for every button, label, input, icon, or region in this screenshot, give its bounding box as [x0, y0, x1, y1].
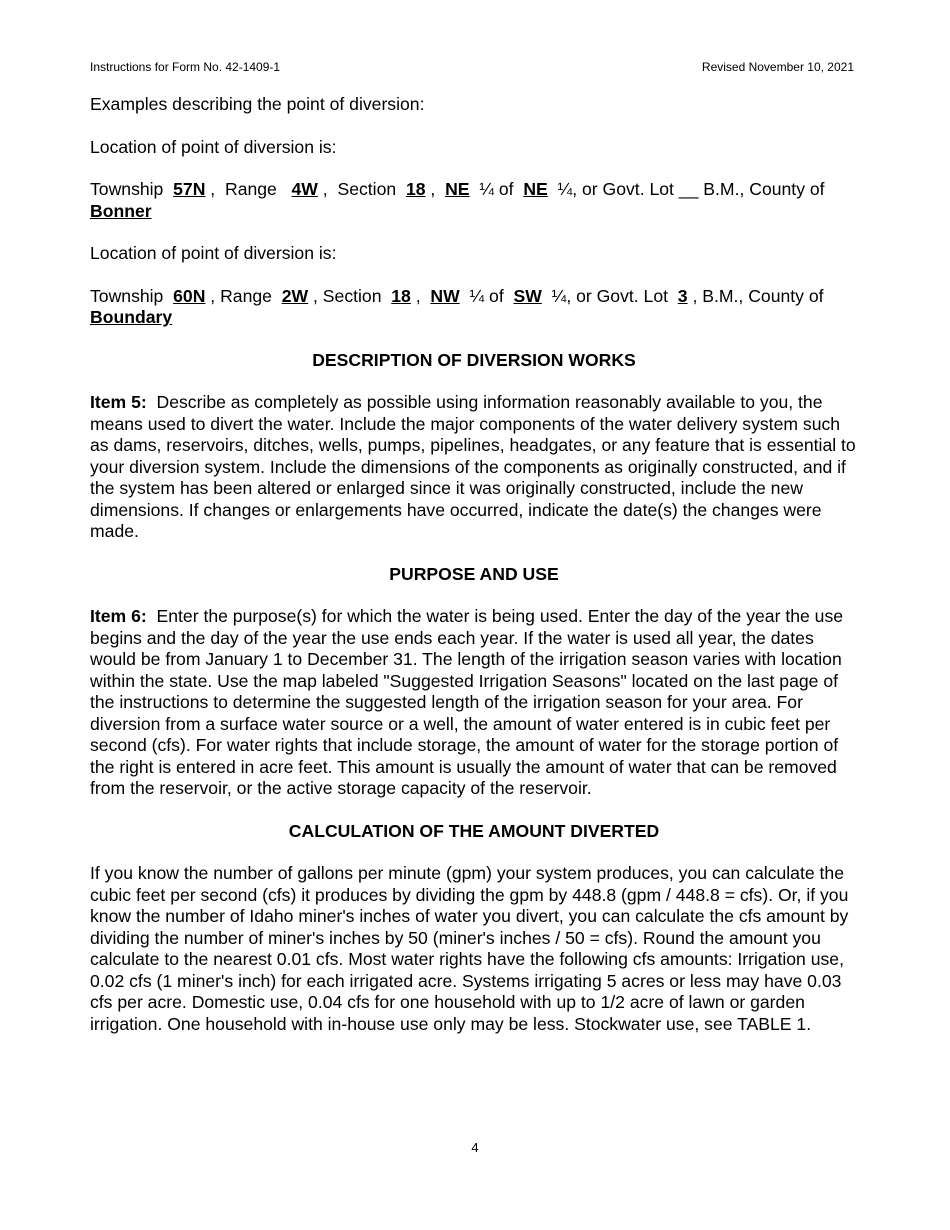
- example2-location: Township 60N , Range 2W , Section 18 , NW ¼ of SW ¼, or Govt. Lot 3 , B.M., County of Boundary: [90, 285, 824, 327]
- range-value: 2W: [281, 285, 309, 306]
- govt-lot-value: __: [678, 179, 699, 199]
- item5-text: Describe as completely as possible using information reasonably available to you, the means used to divert the water. Include the major components of the water delivery system such as dams, reservoirs, ditches, wells, pumps, pipelines, headgates, or any feature that is essential to your diversion system. Include the dimensions of the components as originally constructed, and if the system has been altered or enlarged since it was originally constructed, include the new dimensions. If changes or enlargements have occurred, indicate the date(s) the changes were made.: [90, 392, 856, 541]
- section-value: 18: [391, 285, 411, 306]
- county-value: Bonner: [90, 200, 152, 221]
- quarter-value: NE: [523, 179, 548, 199]
- item6-paragraph: [90, 606, 858, 800]
- example1-intro: Location of point of diversion is:: [90, 136, 337, 157]
- quarter-value: SW: [513, 285, 542, 306]
- govt-lot-text: ¼, or Govt. Lot: [551, 285, 669, 306]
- township-label: Township: [90, 285, 164, 306]
- page-content: [90, 94, 858, 1056]
- township-label: Township: [90, 179, 164, 199]
- range-label: Range: [224, 179, 277, 199]
- calculation-heading: CALCULATION OF THE AMOUNT DIVERTED: [288, 820, 660, 841]
- page-number: 4: [471, 1140, 479, 1155]
- item5-paragraph: [90, 392, 858, 543]
- county-value: Boundary: [90, 307, 173, 327]
- range-value: 4W: [291, 179, 318, 199]
- bm-county-text: B.M., County of: [702, 285, 824, 306]
- quarter-of-text: ¼ of: [479, 179, 514, 199]
- township-value: 57N: [173, 179, 206, 199]
- govt-lot-value: 3: [677, 285, 688, 306]
- section-value: 18: [405, 179, 426, 199]
- item6-text: Enter the purpose(s) for which the water is being used. Enter the day of the year the use begins and the day of the year the use ends each year. If the water is used all year, the dates would be from January 1 to December 31. The length of the irrigation season varies with location within the state. Use the map labeled "Suggested Irrigation Seasons" located on the last page of the instructions to determine the suggested length of the irrigation season for your area. For diversion from a surface water source or a well, the amount of water entered is in cubic feet per second (cfs). For water rights that include storage, the amount of water for the storage portion of the right is entered in acre feet. This amount is usually the amount of water that can be removed from the reservoir, or the active storage capacity of the reservoir.: [90, 606, 844, 798]
- quarter-quarter-value: NE: [445, 179, 470, 199]
- example1-location: Township 57N , Range 4W , Section 18 , NE ¼ of NE ¼, or Govt. Lot __ B.M., County of Bonner: [90, 179, 825, 221]
- examples-intro: Examples describing the point of diversion:: [90, 94, 425, 114]
- item5-label: Item 5:: [90, 392, 147, 412]
- quarter-of-text: ¼ of: [469, 285, 504, 306]
- header-form-number: Instructions for Form No. 42-1409-1: [90, 60, 281, 74]
- quarter-quarter-value: NW: [430, 285, 460, 306]
- header-revision-date: Revised November 10, 2021: [701, 60, 854, 74]
- govt-lot-text: ¼, or Govt. Lot: [557, 179, 674, 199]
- section-label: Section: [337, 179, 397, 199]
- section-label: Section: [322, 285, 382, 306]
- item6-label: Item 6:: [90, 606, 147, 626]
- range-label: Range: [220, 285, 272, 306]
- calculation-paragraph: If you know the number of gallons per minute (gpm) your system produces, you can calculate the cubic feet per second (cfs) it produces by dividing the gpm by 448.8 (gpm / 448.8 = cfs). Or, if you know the number of Idaho miner's inches of water you divert, you can calculate the cfs amount by dividing the number of miner's inches by 50 (miner's inches / 50 = cfs). Round the amount you calculate to the nearest 0.01 cfs. Most water rights have the following cfs amounts: Irrigation use, 0.02 cfs (1 miner's inch) for each irrigated acre. Systems irrigating 5 acres or less may have 0.03 cfs per acre. Domestic use, 0.04 cfs for one household with up to 1/2 acre of lawn or garden irrigation. One household with in-house use only may be less. Stockwater use, see TABLE 1.: [90, 863, 849, 1034]
- diversion-works-heading: DESCRIPTION OF DIVERSION WORKS: [312, 349, 636, 370]
- purpose-use-heading: PURPOSE AND USE: [389, 563, 559, 584]
- bm-county-text: B.M., County of: [703, 179, 825, 199]
- example2-intro: Location of point of diversion is:: [90, 243, 337, 263]
- township-value: 60N: [173, 285, 206, 306]
